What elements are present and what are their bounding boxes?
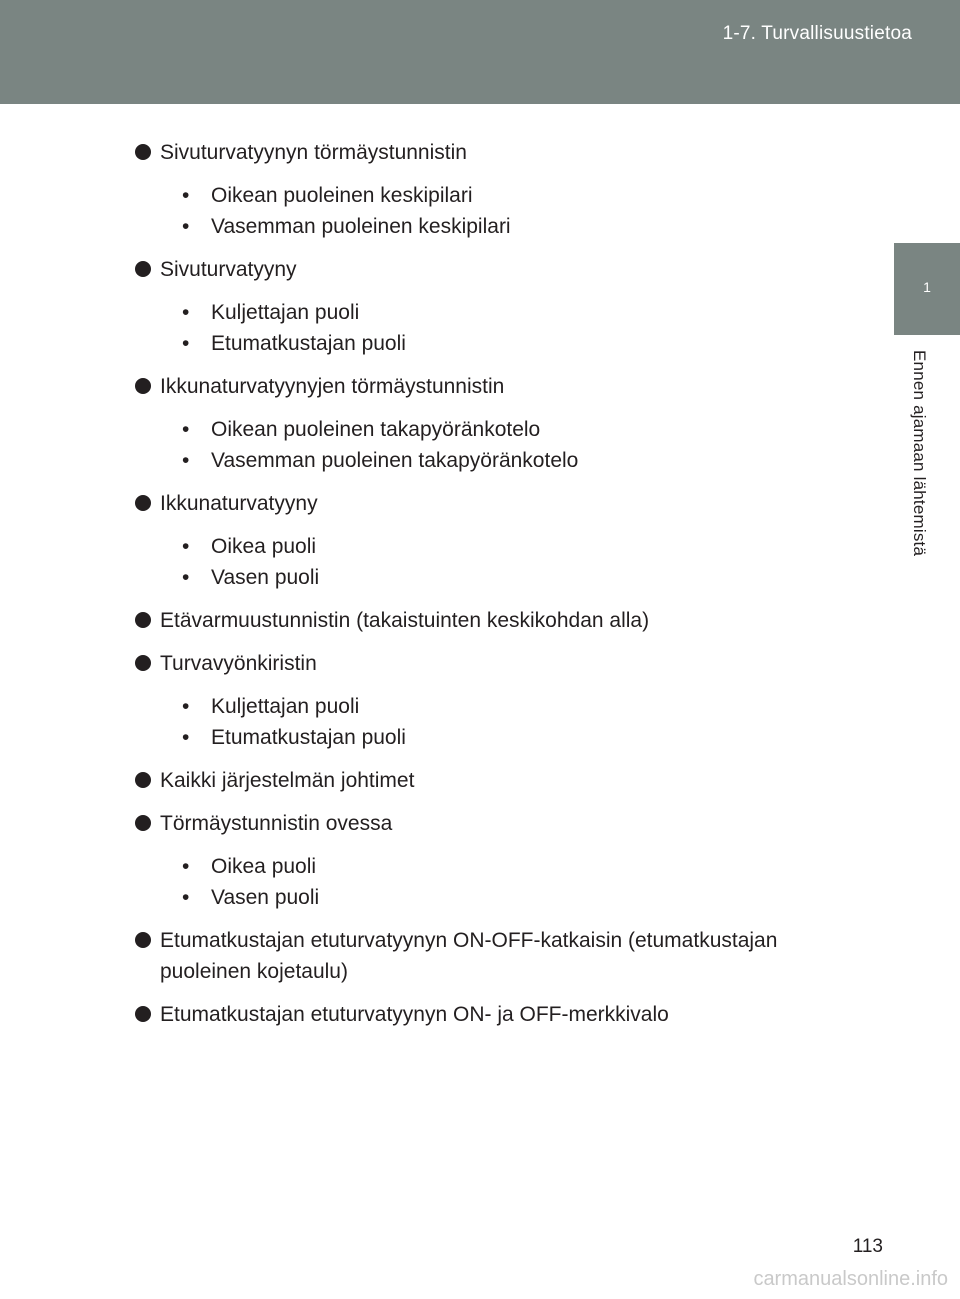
sub-list xyxy=(160,414,865,476)
sub-item: • Oikean puoleinen keskipilari xyxy=(160,180,865,211)
sub-item: • Vasemman puoleinen takapyöränkotelo xyxy=(160,445,865,476)
list-item xyxy=(135,999,865,1030)
content-list xyxy=(135,137,865,1042)
sub-item: • Vasemman puoleinen keskipilari xyxy=(160,211,865,242)
list-item-text: Turvavyönkiristin xyxy=(160,652,317,675)
list-item-text: Ikkunaturvatyyny xyxy=(160,492,318,515)
section-title: 1-7. Turvallisuustietoa xyxy=(722,23,912,44)
sub-list xyxy=(160,297,865,359)
sub-item: • Kuljettajan puoli xyxy=(160,691,865,722)
page-number: 113 xyxy=(852,1236,883,1257)
chapter-label: Ennen ajamaan lähtemistä xyxy=(910,350,929,557)
sub-list xyxy=(160,851,865,913)
list-item-text: Sivuturvatyyny xyxy=(160,258,297,281)
list-item-text: Sivuturvatyynyn törmäystunnistin xyxy=(160,141,467,164)
list-item xyxy=(135,765,865,796)
page-header xyxy=(0,0,960,104)
list-item xyxy=(135,254,865,359)
list-item xyxy=(135,137,865,242)
chapter-number: 1 xyxy=(923,279,931,295)
sub-item: • Oikea puoli xyxy=(160,531,865,562)
chapter-tab xyxy=(894,243,960,335)
list-item-text: Kaikki järjestelmän johtimet xyxy=(160,769,415,792)
list-item-text: Etävarmuustunnistin (takaistuinten keskikohdan alla) xyxy=(160,609,650,632)
list-item xyxy=(135,371,865,476)
list-item-text: Etumatkustajan etuturvatyynyn ON-OFF-katkaisin (etumatkustajan puoleinen kojetaulu) xyxy=(160,929,778,983)
sub-item: • Etumatkustajan puoli xyxy=(160,722,865,753)
list-item xyxy=(135,605,865,636)
list-item xyxy=(135,488,865,593)
list-item-text: Törmäystunnistin ovessa xyxy=(160,812,393,835)
sub-list xyxy=(160,180,865,242)
sub-item: • Oikean puoleinen takapyöränkotelo xyxy=(160,414,865,445)
sub-list xyxy=(160,691,865,753)
sub-item: • Kuljettajan puoli xyxy=(160,297,865,328)
sub-list xyxy=(160,531,865,593)
sub-item: • Etumatkustajan puoli xyxy=(160,328,865,359)
sub-item: • Vasen puoli xyxy=(160,882,865,913)
list-item-text: Ikkunaturvatyynyjen törmäystunnistin xyxy=(160,375,505,398)
sub-item: • Vasen puoli xyxy=(160,562,865,593)
list-item xyxy=(135,808,865,913)
list-item xyxy=(135,648,865,753)
watermark: carmanualsonline.info xyxy=(753,1268,948,1290)
list-item-text: Etumatkustajan etuturvatyynyn ON- ja OFF-merkkivalo xyxy=(160,1003,669,1026)
sub-item: • Oikea puoli xyxy=(160,851,865,882)
list-item xyxy=(135,925,865,987)
